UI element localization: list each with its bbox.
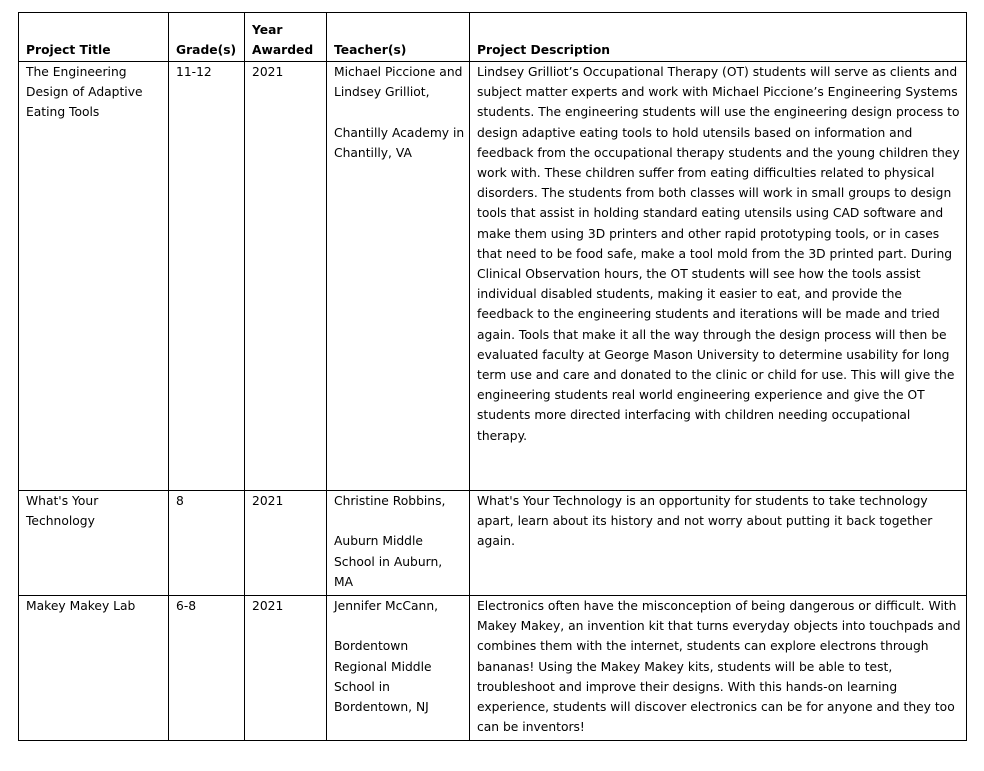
teacher-school: Bordentown Regional Middle School in Bordentown, NJ bbox=[334, 639, 432, 714]
cell-description bbox=[470, 491, 967, 596]
cell-project-title: Makey Makey Lab bbox=[19, 596, 169, 741]
cell-grades: 8 bbox=[169, 491, 245, 596]
teacher-name: Michael Piccione and Lindsey Grilliot, bbox=[334, 65, 463, 100]
cell-year: 2021 bbox=[245, 62, 327, 491]
teacher-school: Auburn Middle School in Auburn, MA bbox=[334, 534, 443, 589]
cell-teachers bbox=[327, 491, 470, 596]
cell-year: 2021 bbox=[245, 491, 327, 596]
table-row bbox=[19, 491, 967, 596]
cell-grades: 6-8 bbox=[169, 596, 245, 741]
project-description: What's Your Technology is an opportunity for students to take technology apart, learn about its history and not worry about putting it back together again. bbox=[477, 494, 933, 549]
cell-grades: 11-12 bbox=[169, 62, 245, 491]
cell-description bbox=[470, 62, 967, 491]
table-header-row bbox=[19, 13, 967, 62]
projects-table bbox=[18, 12, 967, 741]
cell-teachers bbox=[327, 62, 470, 491]
teacher-name: Jennifer McCann, bbox=[334, 599, 439, 613]
project-description: Lindsey Grilliot’s Occupational Therapy (OT) students will serve as clients and subject matter experts and work with Michael Piccione’s Engineering Systems students. The engineering students will use the engineering design process to design adaptive eating tools to hold utensils based on information and feedback from the occupational therapy students and the young children they work with. These children suffer from eating difficulties related to physical disorders. The students from both classes will work in small groups to design tools that assist in holding standard eating utensils using CAD software and make them using 3D printers and other rapid prototyping tools, or in cases that need to be food safe, make a tool mold from the 3D printed part. During Clinical Observation hours, the OT students will see how the tools assist individual disabled students, making it easier to eat, and provide the feedback to the engineering students and iterations will be made and tried again. Tools that make it all the way through the design process will then be evaluated faculty at George Mason University to determine usability for long term use and care and donated to the clinic or child for use. This will give the engineering students real world engineering experience and give the OT students more directed interfacing with children needing occupational therapy. bbox=[477, 65, 960, 443]
table-row bbox=[19, 596, 967, 741]
cell-teachers bbox=[327, 596, 470, 741]
cell-project-title: What's Your Technology bbox=[19, 491, 169, 596]
cell-year: 2021 bbox=[245, 596, 327, 741]
cell-description bbox=[470, 596, 967, 741]
project-description: Electronics often have the misconception of being dangerous or difficult. With Makey Makey, an invention kit that turns everyday objects into touchpads and combines them with the internet, students can explore electrons through bananas! Using the Makey Makey kits, students will be able to test, troubleshoot and improve their designs. With this hands-on learning experience, students will discover electronics can be for anyone and they too can be inventors! bbox=[477, 599, 961, 735]
header-project-title: Project Title bbox=[19, 13, 169, 62]
header-project-description: Project Description bbox=[470, 13, 967, 62]
header-grades: Grade(s) bbox=[169, 13, 245, 62]
header-year-awarded: Year Awarded bbox=[245, 13, 327, 62]
table-row bbox=[19, 62, 967, 491]
teacher-name: Christine Robbins, bbox=[334, 494, 446, 508]
cell-project-title: The Engineering Design of Adaptive Eating Tools bbox=[19, 62, 169, 491]
teacher-school: Chantilly Academy in Chantilly, VA bbox=[334, 125, 465, 160]
header-teachers: Teacher(s) bbox=[327, 13, 470, 62]
